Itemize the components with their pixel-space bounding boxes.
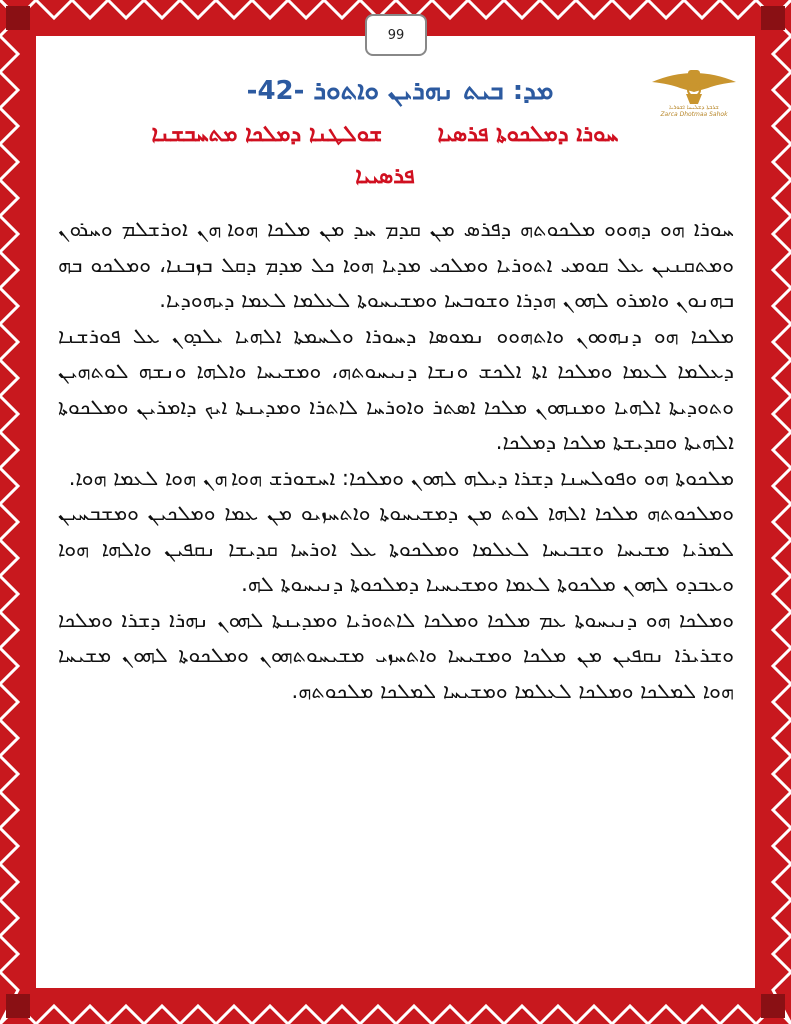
chapter-subtitle-line2: ܦܪܣܝܝܐ bbox=[355, 164, 415, 189]
subtitle-left: ܫܘܠܛܢܐ ܕܡܠܟܐ ܡܬܚܒܫܢܐ bbox=[151, 122, 383, 147]
paragraph: ܡܠܟܐ ܗܘ ܕܢܗܘܘܢ ܘܐܬܗܘܘ ܢܡܘܣܐ ܕܚܘܪܐ ܘܠܚܡܬܐ ܐܠܗܝܐ ܝܠܕܘܢ ܥܠ ܦܘܪܫܢܐ ܕܥܠܡܐ ܠܥܡܐ ܘܡܠܟܐ ܐܬܐ ܐܠܟܫ ܘܢܫܐ ܕܢܝܚܘܬܗ، ܘܡܫܝܚܐ ܘܐܠܗܐ ܘܢܫܗ ܠܘܬܗܝܢ ܘܬܘܕܝܬܐ ܐܠܗܝܐ ܘܡܢܗܘܢ ܡܠܟܐ ܐܣܬܪ ܘܐܘܪܚܐ ܠܐܬܪܐ ܘܡܕܝܢܬܐ ܐܝܟ ܕܐܡܪܝܢ ܘܡܠܟܘܬܐ ܐܠܗܝܬܐ ܘܩܕܝܫܬܐ ܡܠܟܐ ܕܡܠܟܐ. bbox=[58, 323, 734, 454]
paragraph: ܚܘܪܐ ܗܘ ܕܗܘܘ ܡܠܟܘܬܗ ܕܦܪܣ ܡܢ ܩܕܡ ܚܕ ܡܢ ܡܠܟܐ ܗܘܐ ܗܢ ܐܘܪܫܠܡ ܘܚܪܘܢ ܘܡܬܩܢܝܢ ܥܠ ܩܘܡܝ ܐܬܘܪܝܐ ܘܡܠܟܝ ܡܕܝܐ ܗܘܐ ܟܠ ܡܕܡ ܕܩܠ ܒܙܒܢܐ، ܘܡܠܟܘ ܒܗ ܒܗܢܘܢ ܘܐܡܪܘ ܠܗܘܢ ܗܕܪܐ ܘܫܘܒܚܐ ܘܡܫܝܚܘܬܐ ܠܥܠܡܐ ܠܥܡܐ ܕܝܗܘܕܝܐ. bbox=[58, 217, 734, 312]
logo-caption-line2: Zarca Dhotmaa Sahok bbox=[660, 111, 728, 118]
chapter-subtitle bbox=[120, 122, 650, 147]
paragraph: ܡܠܟܘܬܐ ܗܘ ܘܦܘܠܚܢܐ ܕܫܪܐ ܕܝܠܗ ܠܗܘܢ ܘܡܠܟܐ: ܐܚܫܘܪܫ ܗܘܐ ܗܢ ܗܘܐ ܠܥܡܐ ܗܘܐ. bbox=[68, 465, 734, 490]
paragraph: ܘܡܠܟܐ ܗܘ ܕܢܝܚܘܬܐ ܥܡ ܡܠܟܐ ܘܡܠܟܐ ܠܐܬܘܪܝܐ ܘܡܕܝܢܬܐ ܠܗܘܢ ܢܗܪܐ ܕܫܪܐ ܘܡܠܟܐ ܘܫܪܝܪܐ ܢܩܦܝܢ ܡܢ ܡܠܟܐ ܘܡܫܝܚܐ ܘܐܬܚܙܝ ܡܫܝܚܘܬܗܘܢ ܘܡܠܟܘܬܐ ܠܗܘܢ ܡܫܝܚܐ ܗܘܐ ܠܡܠܟܐ ܘܡܠܟܐ ܠܥܠܡܐ ܘܡܫܝܚܐ ܠܡܠܟܐ ܡܠܟܘܬܗ. bbox=[58, 607, 734, 703]
logo-caption bbox=[648, 104, 740, 118]
page-number: 99 bbox=[365, 14, 427, 56]
paragraph: ܘܡܠܟܘܬܗ ܡܠܟܐ ܐܠܗܐ ܠܘܬ ܡܢ ܕܡܫܝܚܘܬܐ ܘܐܬܚܙܝܘ ܡܢ ܥܡܐ ܘܡܠܟܝܢ ܘܡܫܒܚܝܢ ܠܡܪܝܐ ܡܫܝܚܐ ܘܫܒܝܚܐ ܠܥܠܡܐ ܘܡܠܟܘܬܐ ܥܠ ܐܘܪܚܐ ܩܕܝܫܐ ܢܩܦܝܢ ܘܐܠܗܐ ܗܘܐ ܘܥܒܕܘ ܠܗܘܢ ܡܠܟܘܬܐ ܠܥܡܐ ܘܡܫܝܚܝܐ ܕܡܠܟܘܬܐ ܕܢܝܚܘܬܐ ܠܗ. bbox=[58, 501, 734, 596]
logo-caption-line1: ܫܪܒܬܐ ܕܫܠܝܚܐ ܐܫܘܪܝܐ bbox=[669, 104, 719, 111]
chapter-title: ܡܕ: ܒܝܬ ܢܗܪܝܢ ܘܐܬܘܪ -42- bbox=[246, 76, 554, 106]
body-text bbox=[58, 212, 734, 709]
subtitle-right: ܚܘܪܐ ܕܡܠܟܘܬܐ ܦܪܣܝܐ bbox=[437, 122, 619, 147]
